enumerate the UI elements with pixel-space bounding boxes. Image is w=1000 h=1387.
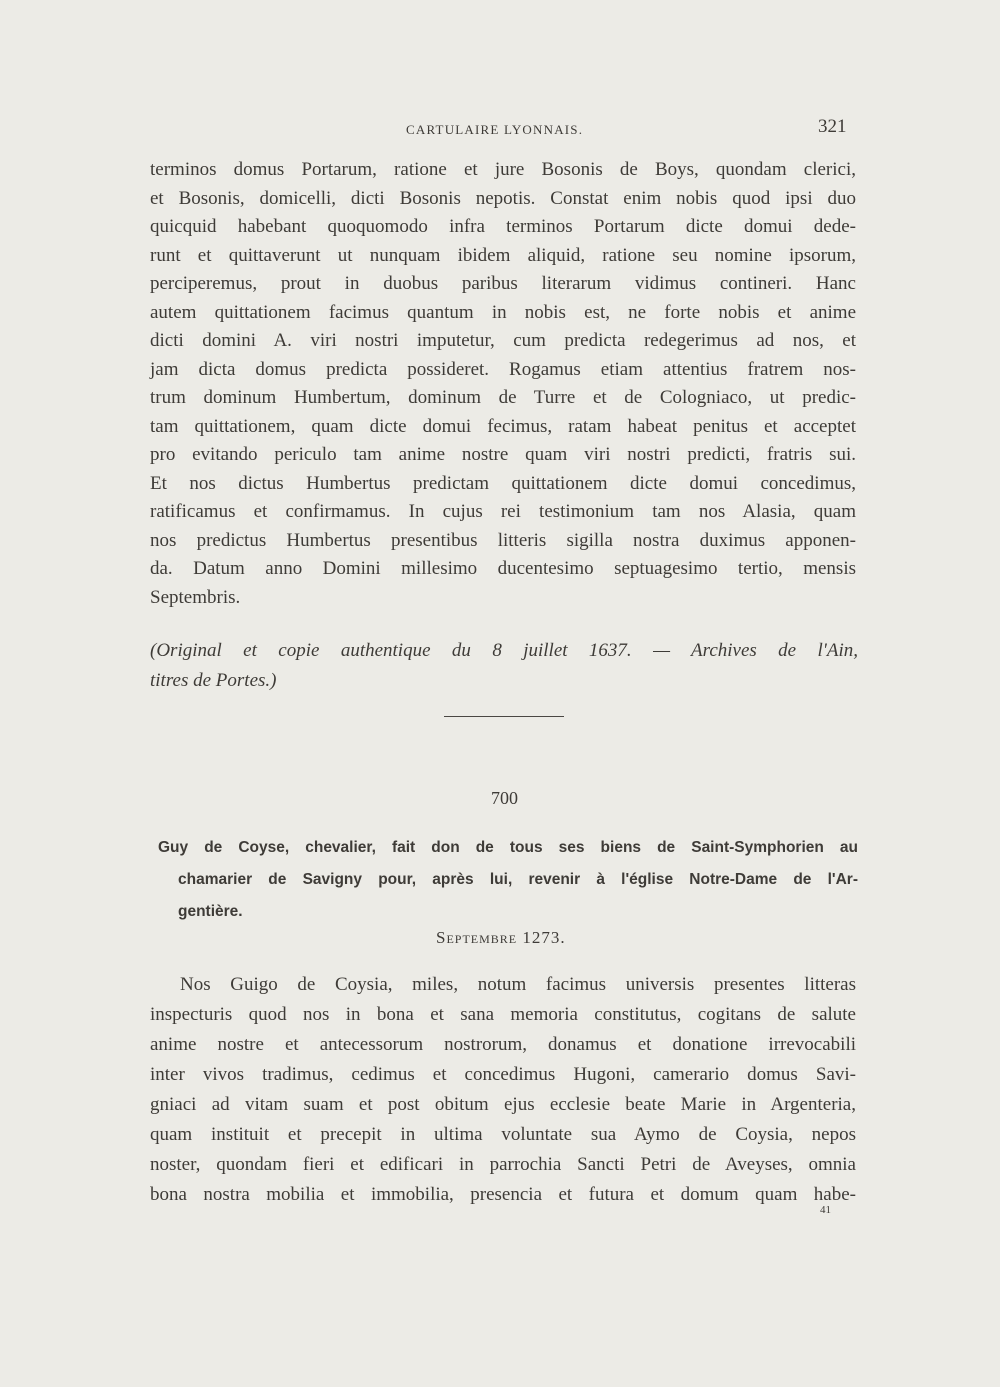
charter-699-text bbox=[150, 156, 856, 612]
charter-summary bbox=[158, 832, 858, 928]
text-line: jam dicta domus predicta possideret. Rogamus etiam attentius fratrem nos- bbox=[150, 358, 856, 380]
text-line: autem quittationem facimus quantum in nobis est, ne forte nobis et anime bbox=[150, 301, 856, 323]
section-divider bbox=[444, 716, 564, 717]
citation-line: titres de Portes.) bbox=[150, 670, 277, 691]
text-line: tam quittationem, quam dicte domui fecimus, ratam habeat penitus et acceptet bbox=[150, 415, 856, 437]
text-line: ratificamus et confirmamus. In cujus rei testimonium tam nos Alasia, quam bbox=[150, 501, 856, 522]
summary-line: chamarier de Savigny pour, après lui, revenir à l'église Notre-Dame de l'Ar- bbox=[178, 871, 858, 888]
charter-date: Septembre 1273. bbox=[436, 928, 566, 947]
text-line: nos predictus Humbertus presentibus litteris sigilla nostra duximus apponen- bbox=[150, 529, 856, 551]
text-line: terminos domus Portarum, ratione et jure Bosonis de Boys, quondam clerici, bbox=[150, 159, 856, 180]
text-line: Et nos dictus Humbertus predictam quittationem dicte domui concedimus, bbox=[150, 472, 856, 494]
text-line: da. Datum anno Domini millesimo ducentesimo septuagesimo tertio, mensis bbox=[150, 558, 856, 579]
source-citation bbox=[150, 636, 858, 696]
text-line: quam instituit et precepit in ultima voluntate sua Aymo de Coysia, nepos bbox=[150, 1124, 856, 1145]
text-line: inspecturis quod nos in bona et sana memoria constitutus, cogitans de salute bbox=[150, 1004, 856, 1025]
charter-number: 700 bbox=[491, 788, 518, 808]
summary-line: gentière. bbox=[178, 903, 243, 920]
text-line: gniaci ad vitam suam et post obitum ejus ecclesie beate Marie in Argenteria, bbox=[150, 1094, 856, 1115]
text-line: quicquid habebant quoquomodo infra terminos Portarum dicte domui dede- bbox=[150, 216, 856, 237]
charter-700-text bbox=[150, 970, 856, 1210]
text-line: perciperemus, prout in duobus paribus literarum vidimus contineri. Hanc bbox=[150, 273, 856, 294]
page-number: 321 bbox=[818, 116, 847, 137]
text-line: dicti domini A. viri nostri imputetur, cum predicta redegerimus ad nos, et bbox=[150, 330, 856, 351]
text-line: inter vivos tradimus, cedimus et concedimus Hugoni, camerario domus Savi- bbox=[150, 1064, 856, 1085]
summary-line: Guy de Coyse, chevalier, fait don de tous ses biens de Saint-Symphorien au bbox=[158, 839, 858, 856]
text-line: noster, quondam fieri et edificari in parrochia Sancti Petri de Aveyses, omnia bbox=[150, 1154, 856, 1175]
text-line: bona nostra mobilia et immobilia, presencia et futura et domum quam habe- bbox=[150, 1184, 856, 1205]
citation-line: (Original et copie authentique du 8 juillet 1637. — Archives de l'Ain, bbox=[150, 640, 858, 661]
text-line: et Bosonis, domicelli, dicti Bosonis nepotis. Constat enim nobis quod ipsi duo bbox=[150, 187, 856, 209]
text-line: trum dominum Humbertum, dominum de Turre et de Cologniaco, ut predic- bbox=[150, 387, 856, 408]
text-line: pro evitando periculo tam anime nostre quam viri nostri predicti, fratris sui. bbox=[150, 444, 856, 465]
text-line: Nos Guigo de Coysia, miles, notum facimus universis presentes litteras bbox=[180, 974, 856, 995]
text-line: runt et quittaverunt ut nunquam ibidem aliquid, ratione seu nomine ipsorum, bbox=[150, 244, 856, 266]
text-line: anime nostre et antecessorum nostrorum, donamus et donatione irrevocabili bbox=[150, 1034, 856, 1055]
text-line: Septembris. bbox=[150, 586, 241, 608]
running-title: CARTULAIRE LYONNAIS. bbox=[406, 122, 584, 137]
signature-mark: 41 bbox=[820, 1204, 831, 1216]
